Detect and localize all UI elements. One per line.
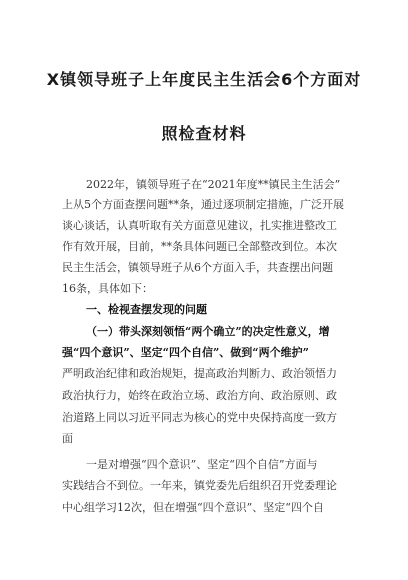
intro-line: 上从5个方面查摆问题**条，通过逐项制定措施，广泛开展 (62, 198, 344, 211)
subsection-heading-line: （一）带头深刻领悟“两个确立”的决定性意义，增 (86, 325, 330, 338)
body-line: 治道路上同以习近平同志为核心的党中央保持高度一致方 (62, 411, 337, 424)
section-heading: 一、检视查摆发现的问题 (86, 303, 207, 316)
point-line: 中心组学习12次，但在增强“四个意识”、坚定“四个自 (62, 501, 324, 514)
document-title-line-2: 照检查材料 (161, 124, 247, 143)
point-line: 实践结合不到位。一年来，镇党委先后组织召开党委理论 (62, 479, 337, 492)
body-line: 严明政治纪律和政治规矩，提高政治判断力、政治领悟力 (62, 367, 337, 380)
intro-line: 作有效开展，目前，**条具体问题已全部整改到位。本次 (62, 240, 337, 253)
point-line: 一是对增强“四个意识”、坚定“四个自信”方面与 (86, 458, 318, 471)
body-line: 面 (62, 432, 73, 445)
intro-line: 2022年，镇领导班子在“2021年度**镇民主生活会” (86, 178, 341, 191)
intro-line: 16条，具体如下： (62, 282, 153, 295)
intro-line: 民主生活会，镇领导班子从6个方面入手，共查摆出问题 (62, 261, 333, 274)
body-line: 政治执行力，始终在政治立场、政治方向、政治原则、政 (62, 389, 337, 402)
intro-line: 谈心谈话，认真听取有关方面意见建议，扎实推进整改工 (62, 219, 337, 232)
document-title-line-1: X镇领导班子上年度民主生活会6个方面对 (46, 70, 362, 89)
subsection-heading-line: 强“四个意识”、坚定“四个自信”、做到“两个维护” (62, 346, 309, 359)
